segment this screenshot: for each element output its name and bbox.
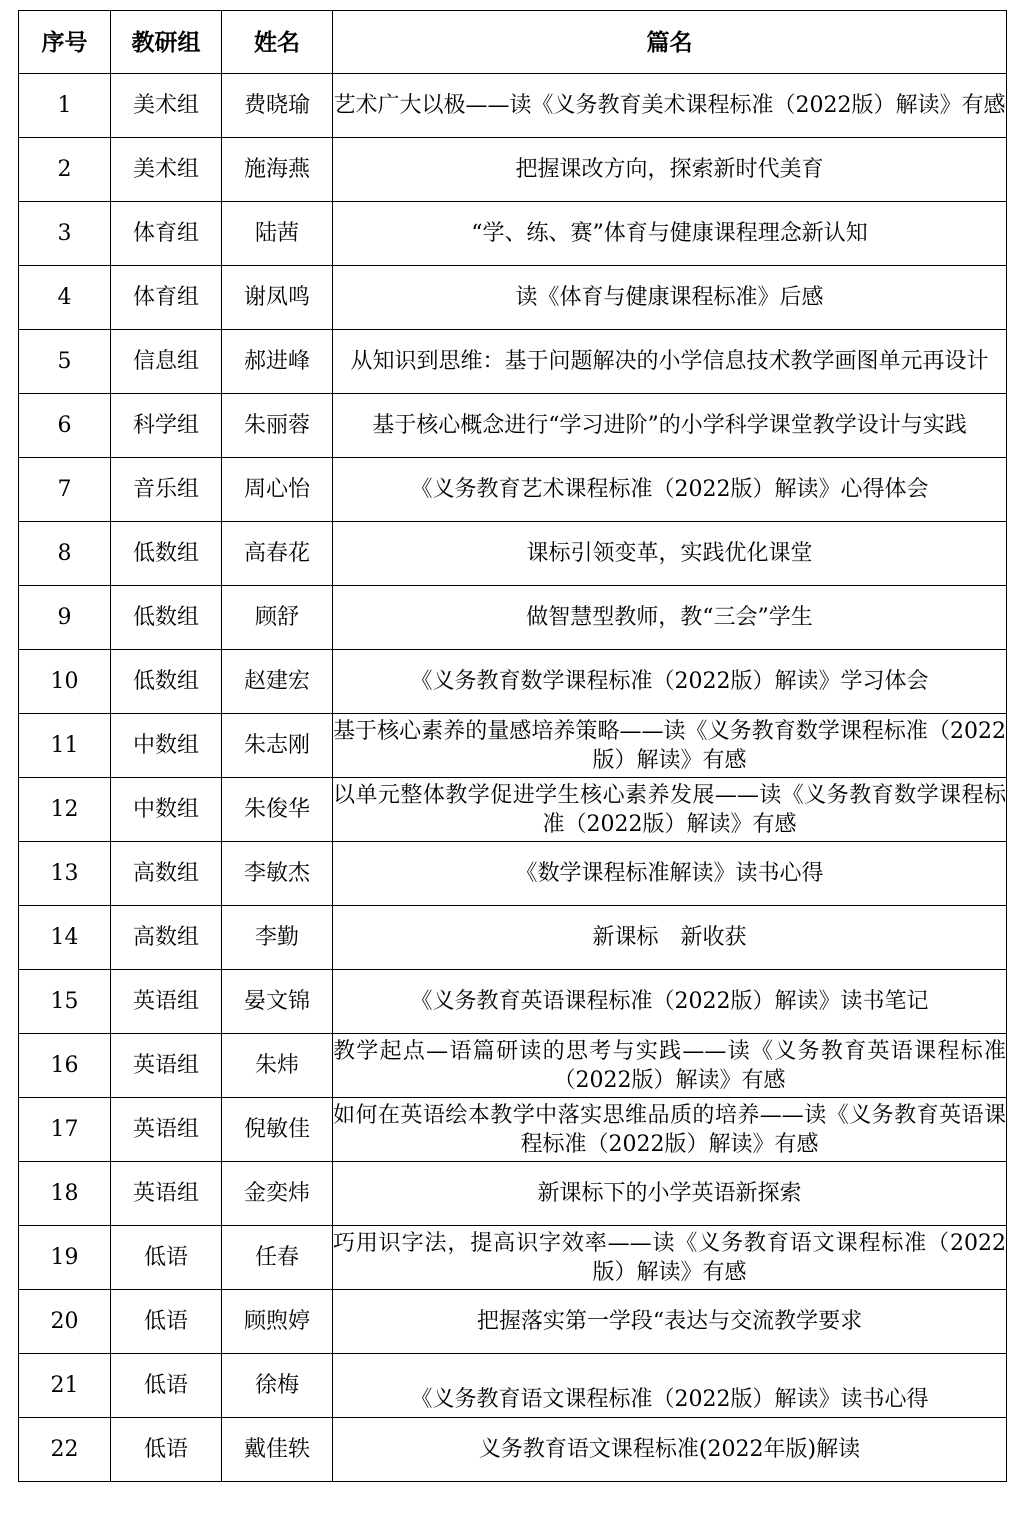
table-row <box>19 1290 1007 1354</box>
table-header <box>19 11 1007 74</box>
cell-group: 低数组 <box>111 522 222 586</box>
cell-group: 信息组 <box>111 330 222 394</box>
cell-index: 22 <box>19 1418 111 1482</box>
cell-index: 20 <box>19 1290 111 1354</box>
cell-name: 赵建宏 <box>222 650 333 714</box>
cell-index: 7 <box>19 458 111 522</box>
cell-index: 15 <box>19 970 111 1034</box>
cell-title-text: 《数学课程标准解读》读书心得 <box>515 861 824 886</box>
cell-group: 美术组 <box>111 138 222 202</box>
cell-group: 英语组 <box>111 1162 222 1226</box>
table-row <box>19 842 1007 906</box>
cell-title-text: 基于核心素养的量感培养策略——读《义务教育数学课程标准（2022版）解读》有感 <box>333 718 1006 773</box>
table-row <box>19 1162 1007 1226</box>
header-name: 姓名 <box>222 11 333 74</box>
cell-group: 高数组 <box>111 842 222 906</box>
header-row <box>19 11 1007 74</box>
cell-title-text: 巧用识字法，提高识字效率——读《义务教育语文课程标准（2022版）解读》有感 <box>333 1230 1006 1285</box>
cell-name: 李勤 <box>222 906 333 970</box>
cell-group: 英语组 <box>111 1098 222 1162</box>
cell-group: 低数组 <box>111 650 222 714</box>
cell-group: 低语 <box>111 1418 222 1482</box>
cell-group: 高数组 <box>111 906 222 970</box>
table-row <box>19 202 1007 266</box>
cell-title <box>333 970 1007 1034</box>
header-title: 篇名 <box>333 11 1007 74</box>
cell-index: 19 <box>19 1226 111 1290</box>
cell-group: 低语 <box>111 1354 222 1418</box>
reading-list-table <box>18 10 1007 1482</box>
cell-title <box>333 266 1007 330</box>
cell-title <box>333 1162 1007 1226</box>
cell-title-text: 从知识到思维：基于问题解决的小学信息技术教学画图单元再设计 <box>350 349 989 374</box>
table-row <box>19 714 1007 778</box>
cell-title <box>333 202 1007 266</box>
cell-title <box>333 1226 1007 1290</box>
cell-group: 低语 <box>111 1290 222 1354</box>
table-row <box>19 650 1007 714</box>
cell-index: 8 <box>19 522 111 586</box>
cell-index: 10 <box>19 650 111 714</box>
cell-group: 音乐组 <box>111 458 222 522</box>
cell-name: 晏文锦 <box>222 970 333 1034</box>
cell-index: 18 <box>19 1162 111 1226</box>
cell-title-text: 以单元整体教学促进学生核心素养发展——读《义务教育数学课程标准（2022版）解读》有感 <box>333 782 1006 837</box>
cell-index: 12 <box>19 778 111 842</box>
cell-title-text: 教学起点—语篇研读的思考与实践——读《义务教育英语课程标准（2022版）解读》有感 <box>333 1038 1006 1093</box>
cell-index: 4 <box>19 266 111 330</box>
cell-title-text: 新课标 新收获 <box>592 925 747 950</box>
cell-name: 郝进峰 <box>222 330 333 394</box>
cell-index: 14 <box>19 906 111 970</box>
cell-name: 任春 <box>222 1226 333 1290</box>
table-body <box>19 74 1007 1482</box>
cell-title <box>333 1354 1007 1418</box>
table-row <box>19 1418 1007 1482</box>
cell-title <box>333 330 1007 394</box>
cell-title-text: 义务教育语文课程标准(2022年版)解读 <box>478 1437 861 1462</box>
cell-index: 1 <box>19 74 111 138</box>
table-row <box>19 1354 1007 1418</box>
cell-title <box>333 1034 1007 1098</box>
table-row <box>19 394 1007 458</box>
cell-title <box>333 714 1007 778</box>
table-row <box>19 586 1007 650</box>
cell-name: 李敏杰 <box>222 842 333 906</box>
cell-group: 低数组 <box>111 586 222 650</box>
cell-title-text: 基于核心概念进行“学习进阶”的小学科学课堂教学设计与实践 <box>372 413 967 438</box>
cell-title <box>333 458 1007 522</box>
cell-name: 周心怡 <box>222 458 333 522</box>
cell-title <box>333 1418 1007 1482</box>
cell-index: 9 <box>19 586 111 650</box>
cell-name: 朱志刚 <box>222 714 333 778</box>
cell-name: 倪敏佳 <box>222 1098 333 1162</box>
cell-index: 13 <box>19 842 111 906</box>
cell-title-text: 把握课改方向，探索新时代美育 <box>515 157 824 182</box>
cell-name: 戴佳轶 <box>222 1418 333 1482</box>
cell-name: 高春花 <box>222 522 333 586</box>
cell-group: 英语组 <box>111 970 222 1034</box>
table-row <box>19 74 1007 138</box>
table-row <box>19 330 1007 394</box>
cell-group: 英语组 <box>111 1034 222 1098</box>
cell-index: 11 <box>19 714 111 778</box>
header-group: 教研组 <box>111 11 222 74</box>
cell-group: 低语 <box>111 1226 222 1290</box>
table-row <box>19 458 1007 522</box>
cell-group: 体育组 <box>111 266 222 330</box>
header-index: 序号 <box>19 11 111 74</box>
cell-title-text: 读《体育与健康课程标准》后感 <box>515 285 824 310</box>
cell-group: 中数组 <box>111 778 222 842</box>
cell-title-text: 把握落实第一学段“表达与交流教学要求 <box>476 1309 863 1334</box>
cell-title-text: 新课标下的小学英语新探索 <box>537 1181 802 1206</box>
cell-title <box>333 1098 1007 1162</box>
cell-name: 朱丽蓉 <box>222 394 333 458</box>
cell-name: 费晓瑜 <box>222 74 333 138</box>
cell-group: 科学组 <box>111 394 222 458</box>
table-row <box>19 906 1007 970</box>
table-row <box>19 138 1007 202</box>
cell-index: 2 <box>19 138 111 202</box>
cell-name: 施海燕 <box>222 138 333 202</box>
table-row <box>19 1226 1007 1290</box>
cell-title-text: 《义务教育语文课程标准（2022版）解读》读书心得 <box>410 1387 929 1412</box>
cell-name: 金奕炜 <box>222 1162 333 1226</box>
cell-title <box>333 650 1007 714</box>
table-row <box>19 778 1007 842</box>
cell-title <box>333 842 1007 906</box>
cell-title-text: “学、练、赛”体育与健康课程理念新认知 <box>471 221 868 246</box>
cell-title-text: 艺术广大以极——读《义务教育美术课程标准（2022版）解读》有感 <box>333 93 1006 118</box>
cell-group: 美术组 <box>111 74 222 138</box>
cell-group: 中数组 <box>111 714 222 778</box>
cell-index: 3 <box>19 202 111 266</box>
table-row <box>19 1098 1007 1162</box>
cell-name: 顾舒 <box>222 586 333 650</box>
cell-index: 17 <box>19 1098 111 1162</box>
table-row <box>19 1034 1007 1098</box>
cell-title-text: 做智慧型教师，教“三会”学生 <box>526 605 813 630</box>
cell-index: 5 <box>19 330 111 394</box>
cell-title-text: 《义务教育英语课程标准（2022版）解读》读书笔记 <box>410 989 929 1014</box>
cell-title-text: 《义务教育艺术课程标准（2022版）解读》心得体会 <box>410 477 929 502</box>
cell-name: 谢凤鸣 <box>222 266 333 330</box>
cell-index: 16 <box>19 1034 111 1098</box>
cell-title <box>333 778 1007 842</box>
cell-title <box>333 522 1007 586</box>
table-row <box>19 970 1007 1034</box>
cell-title-text: 课标引领变革，实践优化课堂 <box>526 541 813 566</box>
cell-title <box>333 138 1007 202</box>
cell-index: 21 <box>19 1354 111 1418</box>
cell-name: 朱炜 <box>222 1034 333 1098</box>
cell-title <box>333 74 1007 138</box>
cell-name: 顾煦婷 <box>222 1290 333 1354</box>
cell-group: 体育组 <box>111 202 222 266</box>
cell-title <box>333 394 1007 458</box>
cell-name: 陆茜 <box>222 202 333 266</box>
cell-title-text: 《义务教育数学课程标准（2022版）解读》学习体会 <box>410 669 929 694</box>
cell-name: 徐梅 <box>222 1354 333 1418</box>
cell-title <box>333 586 1007 650</box>
table-row <box>19 266 1007 330</box>
cell-title-text: 如何在英语绘本教学中落实思维品质的培养——读《义务教育英语课程标准（2022版）解读》有感 <box>333 1102 1006 1157</box>
cell-index: 6 <box>19 394 111 458</box>
cell-title <box>333 906 1007 970</box>
table-row <box>19 522 1007 586</box>
cell-title <box>333 1290 1007 1354</box>
cell-name: 朱俊华 <box>222 778 333 842</box>
